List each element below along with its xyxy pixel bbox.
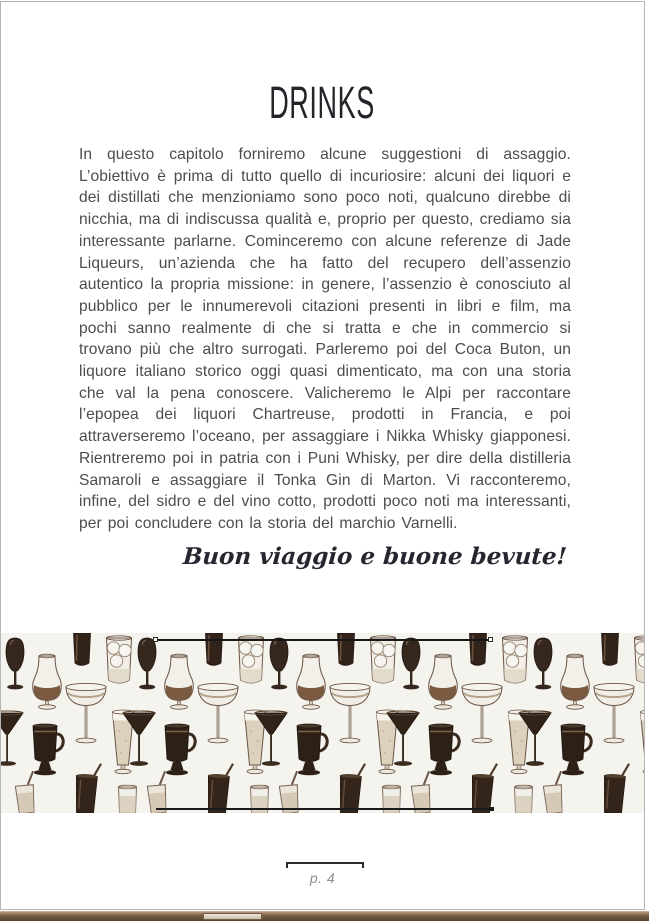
line-endpoint-dot-icon bbox=[490, 807, 494, 811]
line-endpoint-handle-icon[interactable] bbox=[488, 637, 493, 642]
title-row bbox=[1, 77, 644, 128]
rule-end-tick bbox=[286, 864, 288, 868]
annotation-line-bottom[interactable] bbox=[156, 808, 493, 810]
page-title: DRINKS bbox=[269, 77, 376, 128]
annotation-line-top[interactable] bbox=[157, 639, 491, 641]
rule-end-tick bbox=[362, 864, 364, 868]
line-endpoint-handle-icon[interactable] bbox=[153, 637, 158, 642]
closing-script: Buon viaggio e buone bevute! bbox=[182, 543, 568, 570]
horizontal-scrollbar[interactable] bbox=[0, 911, 649, 921]
drinks-illustration-band bbox=[1, 633, 645, 813]
page-number: p. 4 bbox=[309, 870, 336, 886]
page-number-rule bbox=[286, 862, 364, 869]
scrollbar-thumb[interactable] bbox=[203, 913, 262, 920]
document-page bbox=[0, 1, 645, 910]
body-paragraph: In questo capitolo forniremo alcune suggestioni di assaggio. L’obiettivo è prima di tutto quello di incuriosire: alcuni dei liquori e dei distillati che menzioniamo sono poco noti, qualcuno direbbe di nicchia, ma di indiscussa qualità e, proprio per questo, crediamo sia interessante parlarne. Cominceremo con alcune referenze di Jade Liqueurs, un’azienda che ha fatto del recupero dell’assenzio autentico la propria missione: in genere, l’assenzio è conosciuto al pubblico per le innumerevoli citazioni presenti in libri e film, ma pochi sanno realmente di che si tratta e che in commercio si trovano più che altro surrogati. Parleremo poi del Coca Buton, un liquore italiano storico oggi quasi dimenticato, ma con una storia che val la pena conoscere. Valicheremo le Alpi per raccontare l’epopea dei liquori Chartreuse, prodotti in Francia, e poi attraverseremo l’oceano, per assaggiare i Nikka Whisky giapponesi. Rientreremo poi in patria con i Puni Whisky, per dire della distilleria Samaroli e assaggiare il Tonka Gin di Marton. Vi racconteremo, infine, del sidro e del vino cotto, prodotti poco noti ma interessanti, per poi concludere con la storia del marchio Varnelli. bbox=[79, 146, 571, 532]
drinks-pattern bbox=[1, 633, 645, 813]
